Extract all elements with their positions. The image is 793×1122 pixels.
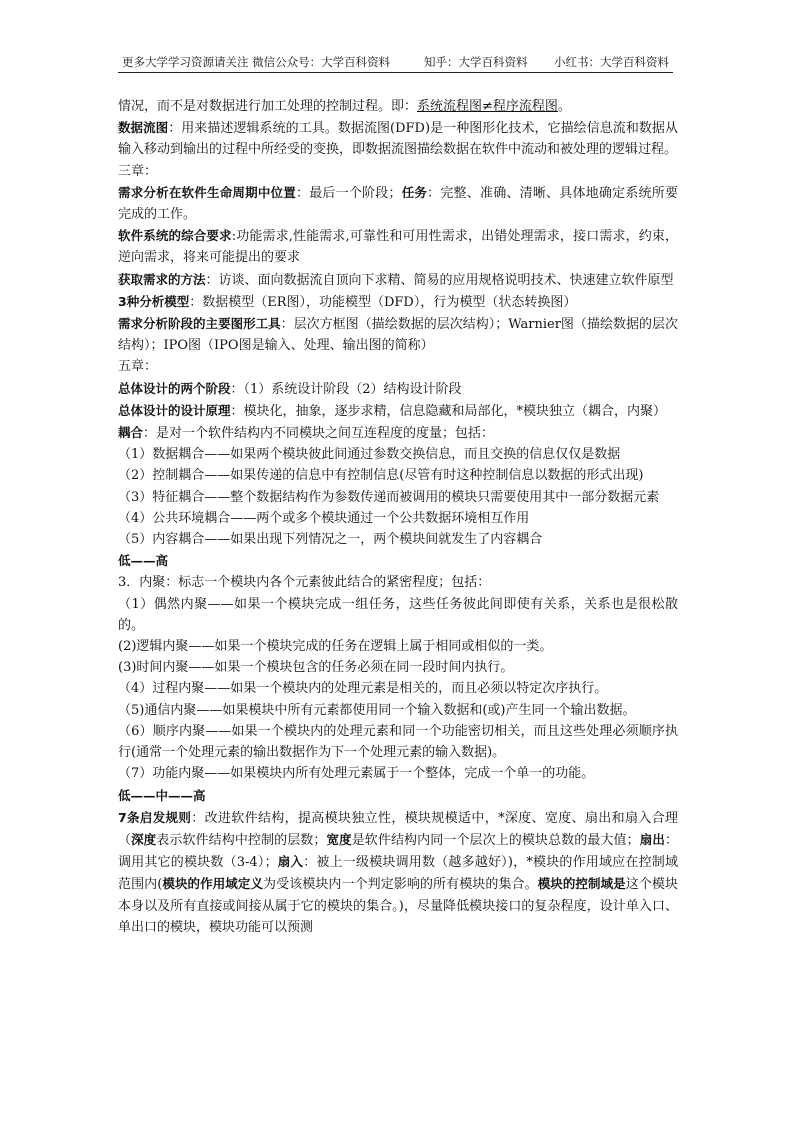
header-xiaohongshu-text: 小红书：大学百科资料 <box>554 55 669 69</box>
cohesion-item: （4）过程内聚——如果一个模块内的处理元素是相关的，而且必须以特定次序执行。 <box>118 681 608 697</box>
page-header <box>118 52 673 73</box>
paragraph-heuristic-rules: 7条启发规则：改进软件结构，提高模块独立性，模块规模适中，*深度、宽度、扇出和扇入合理（深度表示软件结构中控制的层数；宽度是软件结构内同一个层次上的模块总数的最大值；扇出：调用其它的模块数（3-4）；扇入：被上一级模块调用数（越多越好）)，*模块的作用域应在控制域范围内(模块的作用域定义为受该模块内一个判定影响的所有模块的集合。模块的控制域是这个模块本身以及所有直接或间接从属于它的模块的集合。)，尽量降低模块接口的复杂程度，设计单入口、单出口的模块，模块功能可以预测 <box>118 809 678 935</box>
paragraph-graphic-tools: 需求分析阶段的主要图形工具：层次方框图（描绘数据的层次结构）；Warnier图（描绘数据的层次结构）；IPO图（IPO图是输入、处理、输出图的简称） <box>118 316 678 354</box>
paragraph-req-overall: 软件系统的综合要求:功能需求,性能需求,可靠性和可用性需求，出错处理需求，接口需求，约束，逆向需求，将来可能提出的要求 <box>118 228 678 266</box>
cohesion-item: （5)通信内聚——如果模块中所有元素都使用同一个输入数据和(或)产生同一个输出数据。 <box>118 702 636 718</box>
chapter-3-heading: 三章： <box>118 163 158 179</box>
paragraph-analysis-models: 3种分析模型：数据模型（ER图），功能模型（DFD），行为模型（状态转换图） <box>118 293 577 310</box>
cohesion-scale: 低——中——高 <box>118 787 206 803</box>
paragraph-req-position: 需求分析在软件生命周期中位置：最后一个阶段；任务：完整、准确、清晰、具体地确定系统所要完成的工作。 <box>118 184 678 223</box>
document-body <box>118 96 678 938</box>
coupling-item: （5）内容耦合——如果出现下列情况之一，两个模块间就发生了内容耦合 <box>118 532 543 548</box>
header-zhihu-text: 知乎：大学百科资料 <box>424 55 528 69</box>
coupling-item: （3）特征耦合——整个数据结构作为参数传递而被调用的模块只需要使用其中一部分数据元素 <box>118 489 660 505</box>
flowchart-inequality: 系统流程图≠程序流程图 <box>417 99 558 114</box>
coupling-scale: 低——高 <box>118 553 169 569</box>
cohesion-item: (3)时间内聚——如果一个模块包含的任务必须在同一段时间内执行。 <box>118 660 514 676</box>
cohesion-item: （1）偶然内聚——如果一个模块完成一组任务，这些任务彼此间即使有关系，关系也是很松散的。 <box>118 596 678 633</box>
term-dfd: 数据流图 <box>118 120 169 136</box>
cohesion-item: （7）功能内聚——如果模块内所有处理元素属于一个整体，完成一个单一的功能。 <box>118 766 595 782</box>
cohesion-item: (2)逻辑内聚——如果一个模块完成的任务在逻辑上属于相同或相似的一类。 <box>118 639 553 655</box>
paragraph-coupling: 耦合：是对一个软件结构内不同模块之间互连程度的度量；包括： <box>118 425 495 442</box>
chapter-5-heading: 五章： <box>118 359 158 375</box>
paragraph-req-methods: 获取需求的方法：访谈、面向数据流自顶向下求精、简易的应用规格说明技术、快速建立软件原型 <box>118 271 674 288</box>
cohesion-item: （6）顺序内聚——如果一个模块内的处理元素和同一个功能密切相关，而且这些处理必须顺序执行(通常一个处理元素的输出数据作为下一个处理元素的输入数据)。 <box>118 723 678 761</box>
coupling-item: （4）公共环境耦合——两个或多个模块通过一个公共数据环境相互作用 <box>118 510 530 526</box>
cohesion-intro: 3．内聚：标志一个模块内各个元素彼此结合的紧密程度；包括： <box>118 575 491 591</box>
header-left-text: 更多大学学习资源请关注 微信公众号：大学百科资料 <box>122 55 391 69</box>
paragraph-dfd: 数据流图：用来描述逻辑系统的工具。数据流图(DFD)是一种图形化技术，它描绘信息流和数据从输入移动到输出的过程中所经受的变换，即数据流图描绘数据在软件中流动和被处理的逻辑过程。 <box>118 120 678 158</box>
coupling-item: （2）控制耦合——如果传递的信息中有控制信息(尽管有时这种控制信息以数据的形式出现) <box>118 468 644 484</box>
paragraph-design-principles: 总体设计的设计原理：模块化，抽象，逐步求精，信息隐藏和局部化，*模块独立（耦合，内聚） <box>118 402 667 419</box>
paragraph-design-stages: 总体设计的两个阶段：（1）系统设计阶段（2）结构设计阶段 <box>118 380 462 397</box>
paragraph-flowchart: 情况，而不是对数据进行加工处理的控制过程。即：系统流程图≠程序流程图。 <box>118 99 571 114</box>
coupling-item: （1）数据耦合——如果两个模块彼此间通过参数交换信息，而且交换的信息仅仅是数据 <box>118 447 621 463</box>
